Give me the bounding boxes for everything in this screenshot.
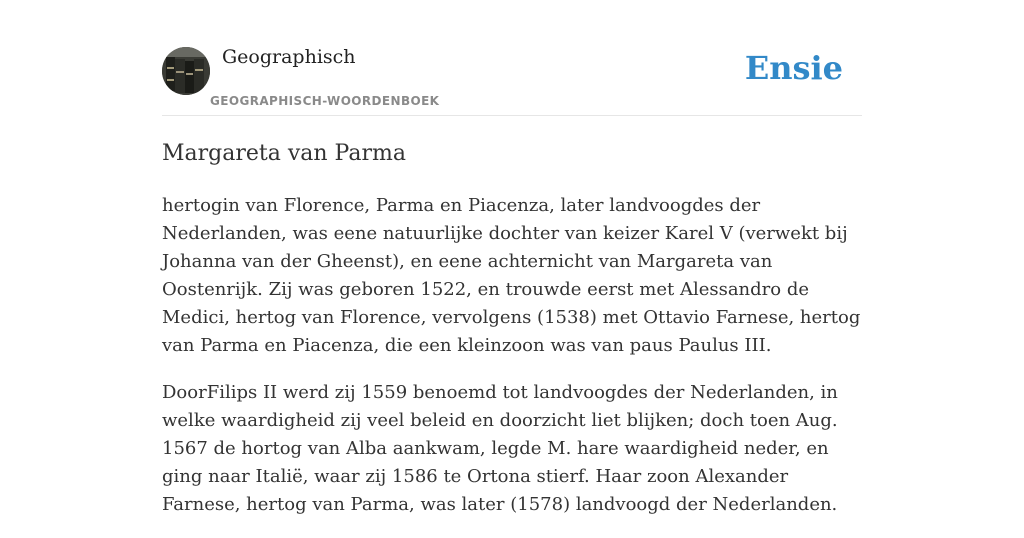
source-slug[interactable]: GEOGRAPHISCH-WOORDENBOEK [210,94,440,108]
article-body [162,192,862,538]
source-title[interactable]: Geographisch [222,46,356,68]
book-spines-icon [162,47,210,95]
article-paragraph: DoorFilips II werd zij 1559 benoemd tot landvoogdes der Nederlanden, in welke waardigheid zij veel beleid en doorzicht liet blijken; doch toen Aug. 1567 de hortog van Alba aankwam, legde M. hare waardigheid neder, en ging naar Italië, waar zij 1586 te Ortona stierf. Haar zoon Alexander Farnese, hertog van Parma, was later (1578) landvoogd der Nederlanden. [162,382,838,515]
article-paragraph: hertogin van Florence, Parma en Piacenza, later landvoogdes der Nederlanden, was eene natuurlijke dochter van keizer Karel V (verwekt bij Johanna van der Gheenst), en eene achternicht van Margareta van Oostenrijk. Zij was geboren 1522, en trouwde eerst met Alessandro de Medici, hertog van Florence, vervolgens (1538) met Ottavio Farnese, hertog van Parma en Piacenza, die een kleinzoon was van paus Paulus III. [162,195,861,356]
avatar[interactable] [162,47,210,95]
header [162,0,862,116]
page [162,0,862,515]
article-title: Margareta van Parma [162,141,406,166]
brand-logo[interactable]: Ensie [744,49,843,87]
